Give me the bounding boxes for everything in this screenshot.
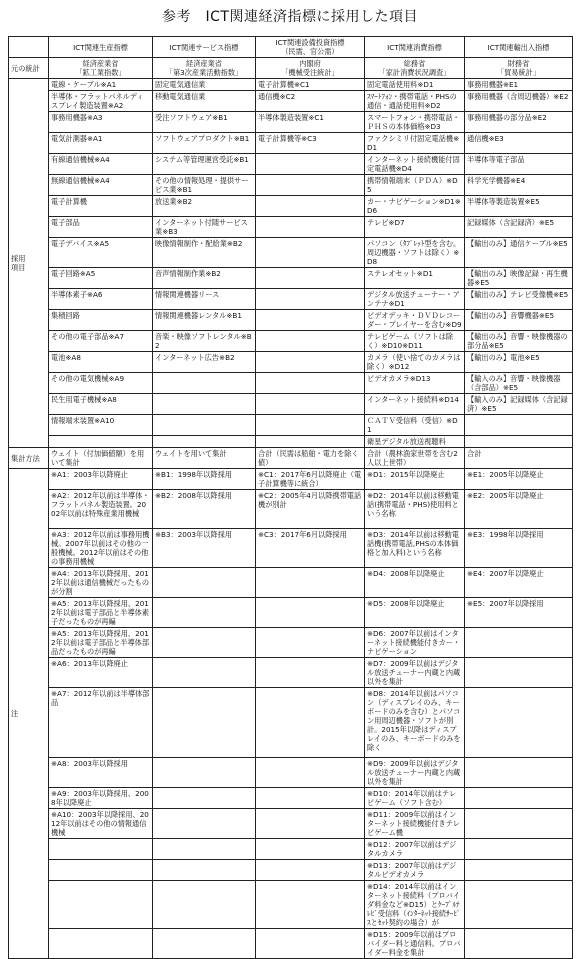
item-production: 電子部品 xyxy=(49,217,153,238)
source-trade-org: 財務省 xyxy=(507,59,530,68)
item-consumption: パソコン（ﾀﾌﾞﾚｯﾄ型を含む。周辺機器・ソフトは除く）※D8 xyxy=(365,238,465,268)
item-trade: 【輸出のみ】電池※E5 xyxy=(465,352,573,373)
item-service: 情報関連機器リース xyxy=(153,289,256,310)
note-investment xyxy=(256,839,365,860)
note-consumption: ※D12：2007年以前はデジタルカメラ xyxy=(365,839,465,860)
item-consumption: カー・ナビゲーション※D1※D6 xyxy=(365,196,465,217)
note-trade xyxy=(465,628,573,658)
item-trade: 事務用機器（含周辺機器）※E2 xyxy=(465,91,573,112)
item-investment xyxy=(256,373,365,394)
note-trade xyxy=(465,860,573,881)
note-service xyxy=(153,809,256,839)
item-service: 情報関連機器レンタル※B1 xyxy=(153,310,256,331)
note-investment xyxy=(256,881,365,929)
note-production xyxy=(49,860,153,881)
header-corner xyxy=(9,37,49,58)
item-consumption: ｽﾏｰﾄﾌｫﾝ・携帯電話・PHSの通信・通話使用料※D2 xyxy=(365,91,465,112)
item-service: 放送業※B2 xyxy=(153,196,256,217)
note-investment: ※C3：2017年6月以降採用 xyxy=(256,529,365,568)
item-trade: 科学光学機器※E4 xyxy=(465,175,573,196)
note-service xyxy=(153,568,256,598)
item-production: 半導体素子※A6 xyxy=(49,289,153,310)
note-trade xyxy=(465,809,573,839)
note-consumption: ※D1：2015年以降廃止 xyxy=(365,469,465,490)
item-consumption: インターネット接続料※D14 xyxy=(365,394,465,415)
note-consumption: ※D11：2009年以前はインターネット接続機能付きテレビゲーム機 xyxy=(365,809,465,839)
note-service xyxy=(153,788,256,809)
note-service xyxy=(153,598,256,628)
note-production: ※A4：2013年以降採用、2012年以前は通信機械だったものが分割 xyxy=(49,568,153,598)
source-consumption-stat: 「家計消費状況調査」 xyxy=(378,68,451,77)
item-investment xyxy=(256,268,365,289)
row-label-method-text: 集計方法 xyxy=(11,453,40,463)
item-trade xyxy=(465,436,573,448)
item-production: 電線・ケーブル※A1 xyxy=(49,79,153,91)
item-investment xyxy=(256,331,365,352)
note-trade xyxy=(465,929,573,959)
header-production xyxy=(49,37,153,58)
item-production: 半導体・フラットパネルディスプレイ製造装置※A2 xyxy=(49,91,153,112)
item-production: 電子計算機 xyxy=(49,196,153,217)
item-consumption: 衛星デジタル放送視聴料 xyxy=(365,436,465,448)
note-consumption: ※D3：2014年以前は移動電話機(携帯電話,PHSの本体価格と加入料)という名称 xyxy=(365,529,465,568)
item-consumption: 携帯情報端末（ＰＤＡ）※D5 xyxy=(365,175,465,196)
header-service xyxy=(153,37,256,58)
item-investment xyxy=(256,154,365,175)
header-investment-subtitle: （民需、官公需） xyxy=(281,47,339,56)
header-production-title: ICT関連生産指標 xyxy=(73,42,128,52)
note-trade: ※E5：2007年以降採用 xyxy=(465,598,573,628)
item-consumption: テレビゲーム（ソフトは除く）※D10※D11 xyxy=(365,331,465,352)
note-trade xyxy=(465,688,573,758)
item-consumption: ＣＡＴＶ受信料（受信）※D1 xyxy=(365,415,465,436)
indicator-table xyxy=(8,36,573,959)
note-trade xyxy=(465,839,573,860)
note-production xyxy=(49,881,153,929)
item-investment xyxy=(256,196,365,217)
row-label-source xyxy=(9,58,49,79)
note-service xyxy=(153,758,256,788)
note-trade: ※E4：2007年以降廃止 xyxy=(465,568,573,598)
note-investment: ※C2：2005年4月以降携帯電話機が別計 xyxy=(256,490,365,529)
header-consumption xyxy=(365,37,465,58)
header-investment xyxy=(256,37,365,58)
item-production: 電子回路※A5 xyxy=(49,268,153,289)
item-investment xyxy=(256,289,365,310)
note-trade: ※E2：2005年以降廃止 xyxy=(465,490,573,529)
note-investment xyxy=(256,929,365,959)
note-consumption: ※D14：2014年以前はインターネット接続料（プロバイダ料金など※D15）とｹｰﾌﾞﾙﾃﾚﾋﾞ受信料（ｲﾝﾀｰﾈｯﾄ接続ｻｰﾋﾞｽとｾｯﾄ契約の場合）が xyxy=(365,881,465,929)
row-label-items xyxy=(9,79,49,448)
note-trade xyxy=(465,881,573,929)
row-label-source-text: 元の統計 xyxy=(11,63,40,73)
item-service: 固定電気通信業 xyxy=(153,79,256,91)
item-service xyxy=(153,436,256,448)
row-label-items-text: 採用項目 xyxy=(11,254,26,272)
item-trade xyxy=(465,415,573,436)
item-production xyxy=(49,436,153,448)
item-investment: 電子計算機等※C3 xyxy=(256,133,365,154)
item-service: その他の情報処理・提供サービス業※B1 xyxy=(153,175,256,196)
item-consumption: テレビ※D7 xyxy=(365,217,465,238)
note-investment xyxy=(256,688,365,758)
note-production: ※A3：2012年以前は事務用機械。2007年以前はその他の一般機械。2012年以前はその他の事務用機械 xyxy=(49,529,153,568)
source-investment xyxy=(256,58,365,79)
item-production: その他の電子部品※A7 xyxy=(49,331,153,352)
header-consumption-title: ICT関連消費指標 xyxy=(387,42,442,52)
item-investment: 通信機※C2 xyxy=(256,91,365,112)
header-service-title: ICT関連サービス指標 xyxy=(169,42,239,52)
item-trade: 【輸出のみ】音響機器※E5 xyxy=(465,310,573,331)
header-investment-title: ICT関連設備投資指標 xyxy=(275,38,345,47)
item-production: 電池※A8 xyxy=(49,352,153,373)
item-investment xyxy=(256,415,365,436)
source-trade-stat: 「貿易統計」 xyxy=(496,68,541,77)
method-service: ウェイトを用いて集計 xyxy=(153,448,256,469)
item-service: システム等管理運営受託※B1 xyxy=(153,154,256,175)
note-consumption: ※D10：2014年以前はテレビゲーム（ソフト含む） xyxy=(365,788,465,809)
item-consumption: カメラ（使い捨てのカメラは除く）※D12 xyxy=(365,352,465,373)
note-investment xyxy=(256,568,365,598)
item-production: 電気計測器※A1 xyxy=(49,133,153,154)
item-trade: 【輸出のみ】音響・映像機器の部分品※E5 xyxy=(465,331,573,352)
item-production: 事務用機器※A3 xyxy=(49,112,153,133)
item-trade: 半導体等製造装置※E5 xyxy=(465,196,573,217)
note-consumption: ※D6：2007年以前はインターネット接続機能付きカー・ナビゲーション xyxy=(365,628,465,658)
note-service xyxy=(153,658,256,688)
header-trade-title: ICT関連輸出入指標 xyxy=(487,42,550,52)
note-trade xyxy=(465,788,573,809)
source-production-stat: 「鉱工業指数」 xyxy=(75,68,126,77)
note-production: ※A6：2013年以降廃止 xyxy=(49,658,153,688)
note-consumption: ※D7：2009年以前はデジタル放送チューナー内蔵と内蔵以外を集計 xyxy=(365,658,465,688)
item-service xyxy=(153,373,256,394)
item-production: 有線通信機械※A4 xyxy=(49,154,153,175)
item-consumption: デジタル放送チューナー・アンテナ※D1 xyxy=(365,289,465,310)
method-trade: 合計 xyxy=(465,448,573,469)
note-investment xyxy=(256,809,365,839)
item-production: その他の電気機械※A9 xyxy=(49,373,153,394)
item-investment xyxy=(256,352,365,373)
note-investment: ※C1：2017年6月以降廃止（電子計算機等に統合） xyxy=(256,469,365,490)
note-consumption: ※D15：2009年以前はプロバイダー料と通信料。プロバイダー料金を集計 xyxy=(365,929,465,959)
row-label-notes xyxy=(9,469,49,959)
item-service xyxy=(153,415,256,436)
item-consumption: ビデオデッキ・ＤＶＤレコーダー・プレイヤーを含む※D9 xyxy=(365,310,465,331)
item-investment: 半導体製造装置※C1 xyxy=(256,112,365,133)
item-trade: 事務用機器の部分品※E2 xyxy=(465,112,573,133)
item-investment xyxy=(256,310,365,331)
note-service: ※B2：2008年以降採用 xyxy=(153,490,256,529)
item-service: ソフトウェアプロダクト※B1 xyxy=(153,133,256,154)
method-investment: 合計（民需は船舶・電力を除く値） xyxy=(256,448,365,469)
method-production: ウェイト（付加価値額）を用いて集計 xyxy=(49,448,153,469)
row-label-method xyxy=(9,448,49,469)
source-trade xyxy=(465,58,573,79)
item-service: 受注ソフトウェア※B1 xyxy=(153,112,256,133)
source-consumption xyxy=(365,58,465,79)
source-production xyxy=(49,58,153,79)
item-trade: 通信機※E3 xyxy=(465,133,573,154)
method-consumption: 合計（農林漁家世帯を含む2人以上世帯） xyxy=(365,448,465,469)
note-investment xyxy=(256,658,365,688)
source-service xyxy=(153,58,256,79)
note-investment xyxy=(256,758,365,788)
note-production xyxy=(49,839,153,860)
note-trade xyxy=(465,658,573,688)
item-consumption: 固定電話使用料※D1 xyxy=(365,79,465,91)
item-consumption: スマートフォン・携帯電話・ＰＨＳの本体価格※D3 xyxy=(365,112,465,133)
note-production: ※A8：2003年以降採用 xyxy=(49,758,153,788)
note-production: ※A7：2012年以前は半導体部品 xyxy=(49,688,153,758)
note-production: ※A10：2003年以降採用、2012年以前はその他の情報通信機械 xyxy=(49,809,153,839)
note-service: ※B1：1998年以降採用 xyxy=(153,469,256,490)
item-trade: 【輸出のみ】通信ケーブル※E5 xyxy=(465,238,573,268)
note-investment xyxy=(256,788,365,809)
note-service xyxy=(153,688,256,758)
note-service xyxy=(153,881,256,929)
note-consumption: ※D5：2008年以降廃止 xyxy=(365,598,465,628)
source-investment-stat: 「機械受注統計」 xyxy=(281,68,339,77)
item-trade: 半導体等電子部品 xyxy=(465,154,573,175)
note-investment xyxy=(256,598,365,628)
note-production xyxy=(49,929,153,959)
note-consumption: ※D8：2014年以前はパソコン（ディスプレイのみ、キーボードのみを含む）とパソコン用周辺機器・ソフトが別計。2015年以降はディスプレイのみ、キーボードのみを除く xyxy=(365,688,465,758)
item-consumption: ステレオセット※D1 xyxy=(365,268,465,289)
item-investment: 電子計算機※C1 xyxy=(256,79,365,91)
item-investment xyxy=(256,394,365,415)
note-investment xyxy=(256,860,365,881)
source-consumption-org: 総務省 xyxy=(403,59,426,68)
note-consumption: ※D2：2014年以前は移動電話(携帯電話・PHS)使用料という名称 xyxy=(365,490,465,529)
row-label-notes-text: 注 xyxy=(11,709,19,718)
item-production: 情報端末装置※A10 xyxy=(49,415,153,436)
item-trade: 記録媒体（含記録済）※E5 xyxy=(465,217,573,238)
note-production: ※A1：2003年以降廃止 xyxy=(49,469,153,490)
item-trade: 【輸出のみ】テレビ受像機※E5 xyxy=(465,289,573,310)
item-consumption: ビデオカメラ※D13 xyxy=(365,373,465,394)
item-production: 民生用電子機械※A8 xyxy=(49,394,153,415)
item-trade: 【輸出のみ】映像記録・再生機器※E5 xyxy=(465,268,573,289)
note-service xyxy=(153,628,256,658)
source-service-org: 経済産業省 xyxy=(186,59,222,68)
note-production: ※A5：2013年以降採用、2012年以前は電子部品と半導体素子だったものが再編 xyxy=(49,598,153,628)
source-production-org: 経済産業省 xyxy=(82,59,119,68)
note-investment xyxy=(256,628,365,658)
item-consumption: ファクシミリ付固定電話機※D1 xyxy=(365,133,465,154)
note-service xyxy=(153,929,256,959)
note-consumption: ※D13：2007年以前はデジタルビデオカメラ xyxy=(365,860,465,881)
item-production: 電子デバイス※A5 xyxy=(49,238,153,268)
item-production: 無線通信機械※A4 xyxy=(49,175,153,196)
note-production: ※A9：2003年以降採用、2008年以降廃止 xyxy=(49,788,153,809)
source-investment-org: 内閣府 xyxy=(299,59,321,68)
note-production: ※A2：2012年以前は半導体・フラットパネル製造装置。2002年以前は特殊産業用機械 xyxy=(49,490,153,529)
item-trade: 【輸入のみ】音響・映像機器（含部品）※E5 xyxy=(465,373,573,394)
item-service: 映像情報制作・配給業※B2 xyxy=(153,238,256,268)
header-trade xyxy=(465,37,573,58)
note-consumption: ※D9：2009年以前はデジタル放送チューナー内蔵と内蔵以外を集計 xyxy=(365,758,465,788)
note-trade xyxy=(465,758,573,788)
item-trade: 事務用機器※E1 xyxy=(465,79,573,91)
item-trade: 【輸入のみ】記録媒体（含記録済）※E5 xyxy=(465,394,573,415)
item-service: インターネット付随サービス業※B3 xyxy=(153,217,256,238)
item-consumption: インターネット接続機能付固定電話機※D4 xyxy=(365,154,465,175)
item-service xyxy=(153,394,256,415)
item-service: 移動電気通信業 xyxy=(153,91,256,112)
source-service-stat: 「第3次産業活動指数」 xyxy=(165,68,243,77)
note-trade: ※E3：1998年以降採用 xyxy=(465,529,573,568)
page-title: 参考 ICT関連経済指標に採用した項目 xyxy=(162,9,418,25)
note-trade: ※E1：2005年以降廃止 xyxy=(465,469,573,490)
item-service: 音楽・映像ソフトレンタル※B2 xyxy=(153,331,256,352)
item-investment xyxy=(256,217,365,238)
item-investment xyxy=(256,238,365,268)
item-service: 音声情報制作業※B2 xyxy=(153,268,256,289)
note-service xyxy=(153,860,256,881)
item-production: 集積回路 xyxy=(49,310,153,331)
note-service: ※B3：2003年以降採用 xyxy=(153,529,256,568)
item-investment xyxy=(256,175,365,196)
item-service: インターネット広告※B2 xyxy=(153,352,256,373)
note-consumption: ※D4：2008年以降廃止 xyxy=(365,568,465,598)
note-production: ※A5：2013年以降採用、2012年以前は電子部品と半導体部品だったものが再編 xyxy=(49,628,153,658)
note-service xyxy=(153,839,256,860)
item-investment xyxy=(256,436,365,448)
